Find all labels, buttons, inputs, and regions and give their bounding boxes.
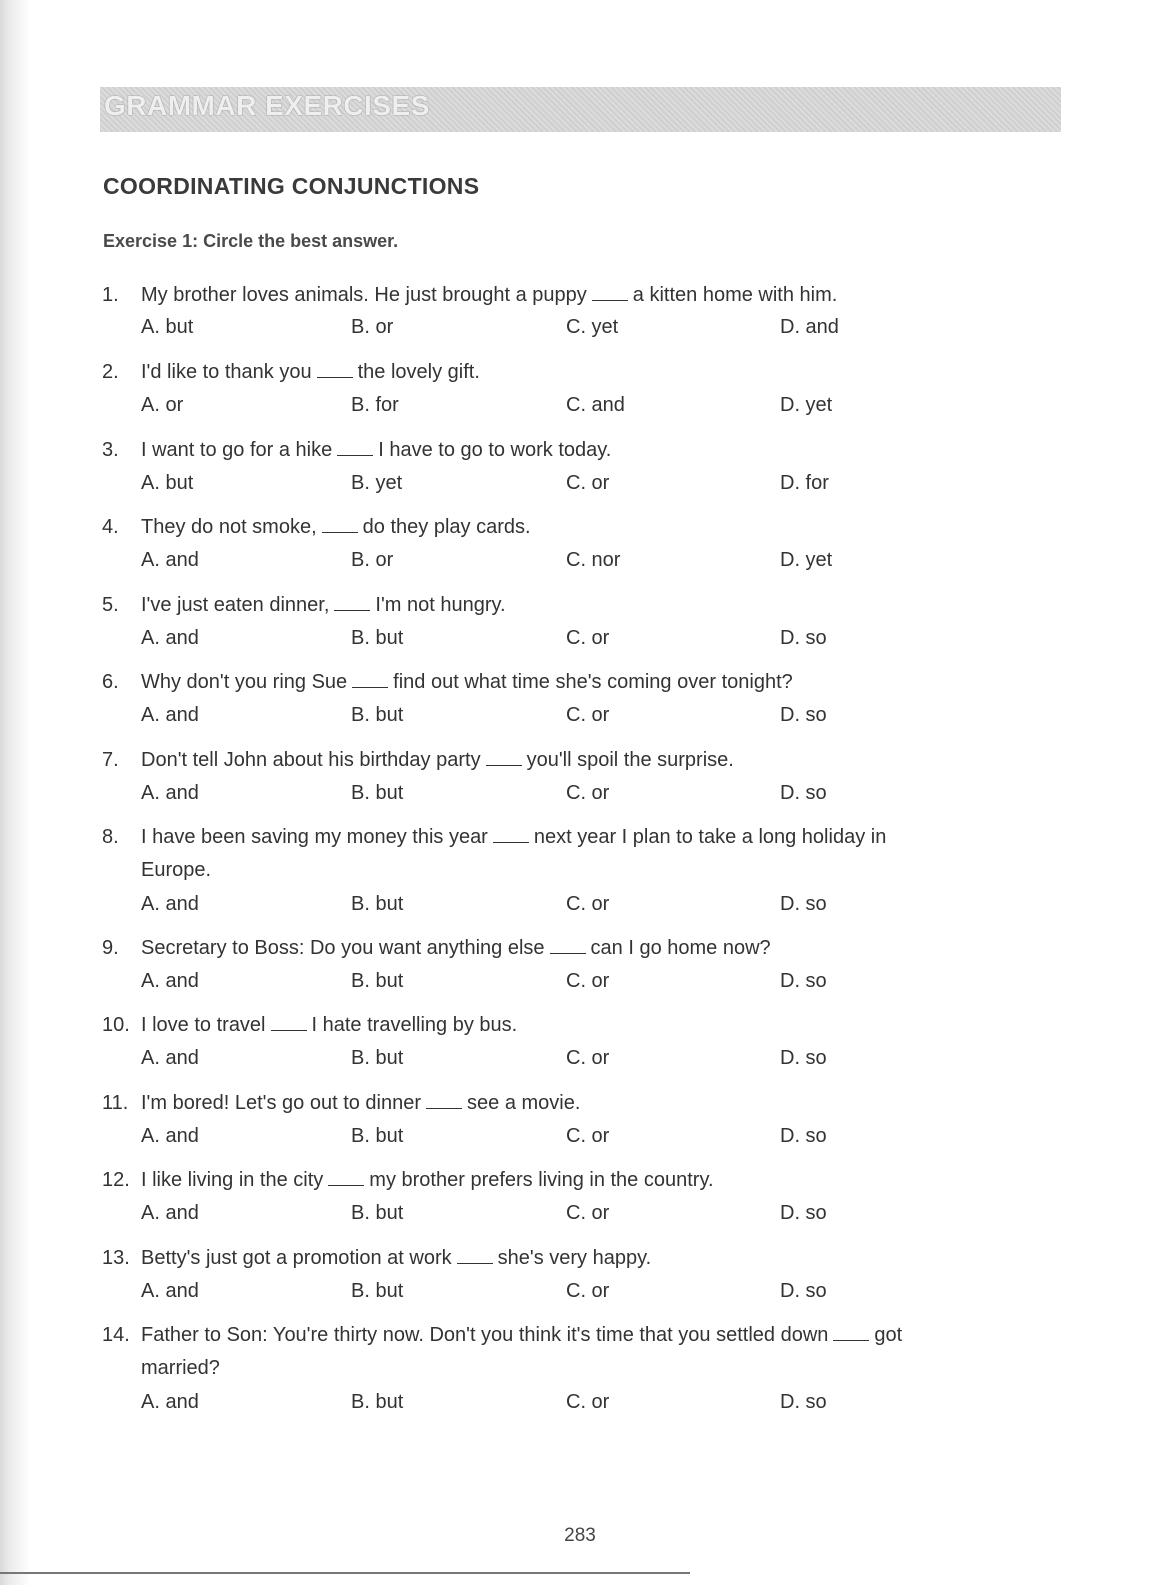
option-b[interactable]: B. but: [351, 1280, 404, 1302]
answer-blank: [426, 1094, 462, 1109]
question-number: 13.: [102, 1247, 130, 1269]
option-c[interactable]: C. or: [566, 1202, 610, 1224]
question-stem-before: I've just eaten dinner,: [141, 594, 330, 616]
option-d[interactable]: D. so: [780, 704, 827, 726]
question-stem-after: the lovely gift.: [357, 361, 480, 383]
answer-blank: [328, 1171, 364, 1186]
question-stem-after: can I go home now?: [590, 937, 771, 959]
question-stem-after: got: [874, 1324, 903, 1346]
question-number: 3.: [102, 439, 119, 461]
option-d[interactable]: D. so: [780, 1125, 827, 1147]
option-b[interactable]: B. but: [351, 782, 404, 804]
option-c[interactable]: C. or: [566, 893, 610, 915]
option-c[interactable]: C. and: [566, 394, 625, 416]
question-text: [102, 1242, 1062, 1275]
option-a[interactable]: A. and: [141, 704, 199, 726]
option-a[interactable]: A. and: [141, 549, 199, 571]
question-number: 8.: [102, 826, 119, 848]
scan-edge: [0, 0, 30, 1585]
option-a[interactable]: A. and: [141, 1391, 199, 1413]
question-text: [102, 434, 1062, 467]
answer-blank: [322, 518, 358, 533]
option-c[interactable]: C. nor: [566, 549, 621, 571]
option-d[interactable]: D. so: [780, 1202, 827, 1224]
question-number: 10.: [102, 1014, 130, 1036]
question-number: 11.: [102, 1092, 129, 1114]
question-text: [102, 1009, 1062, 1042]
option-d[interactable]: D. for: [780, 472, 829, 494]
option-a[interactable]: A. and: [141, 1280, 199, 1302]
question-number: 1.: [102, 284, 119, 306]
option-d[interactable]: D. so: [780, 782, 827, 804]
option-b[interactable]: B. yet: [351, 472, 403, 494]
exercise-title: Exercise 1: Circle the best answer.: [103, 231, 399, 251]
option-a[interactable]: A. but: [141, 472, 194, 494]
question-stem-after: see a movie.: [467, 1092, 581, 1114]
question-text: [102, 1087, 1062, 1120]
answer-blank: [493, 828, 529, 843]
question-stem-before: I'd like to thank you: [141, 361, 312, 383]
option-d[interactable]: D. so: [780, 1280, 827, 1302]
option-c[interactable]: C. or: [566, 782, 610, 804]
option-c[interactable]: C. or: [566, 1125, 610, 1147]
option-b[interactable]: B. but: [351, 1047, 404, 1069]
option-c[interactable]: C. or: [566, 1280, 610, 1302]
question-number: 9.: [102, 937, 119, 959]
banner: [100, 87, 1061, 132]
option-b[interactable]: B. but: [351, 893, 404, 915]
question-stem-before: Betty's just got a promotion at work: [141, 1247, 452, 1269]
option-b[interactable]: B. but: [351, 1391, 404, 1413]
option-a[interactable]: A. or: [141, 394, 184, 416]
option-a[interactable]: A. and: [141, 627, 199, 649]
banner-title: GRAMMAR EXERCISES: [104, 90, 430, 121]
option-c[interactable]: C. or: [566, 472, 610, 494]
question-number: 5.: [102, 594, 119, 616]
option-d[interactable]: D. and: [780, 316, 839, 338]
question-stem-after: you'll spoil the surprise.: [526, 749, 734, 771]
question-text: [102, 1164, 1062, 1197]
option-b[interactable]: B. but: [351, 1125, 404, 1147]
answer-blank: [486, 751, 522, 766]
option-c[interactable]: C. or: [566, 627, 610, 649]
question-stem-before: They do not smoke,: [141, 516, 317, 538]
question-text: [102, 356, 1062, 389]
question-text: [102, 666, 1062, 699]
option-d[interactable]: D. so: [780, 627, 827, 649]
option-d[interactable]: D. so: [780, 970, 827, 992]
question-text: [102, 821, 1062, 887]
question-stem-before: I like living in the city: [141, 1169, 324, 1191]
question-text: [102, 1319, 1062, 1385]
answer-blank: [592, 286, 628, 301]
question-stem-before: Why don't you ring Sue: [141, 671, 348, 693]
question-number: 4.: [102, 516, 119, 538]
question-stem-before: My brother loves animals. He just brought a puppy: [141, 284, 587, 306]
option-c[interactable]: C. or: [566, 704, 610, 726]
answer-blank: [317, 363, 353, 378]
option-c[interactable]: C. or: [566, 1391, 610, 1413]
option-a[interactable]: A. and: [141, 1125, 199, 1147]
option-d[interactable]: D. so: [780, 893, 827, 915]
question-text: [102, 932, 1062, 965]
question-stem-after: I have to go to work today.: [378, 439, 612, 461]
option-d[interactable]: D. yet: [780, 549, 833, 571]
option-b[interactable]: B. but: [351, 627, 404, 649]
question-number: 14.: [102, 1324, 130, 1346]
option-b[interactable]: B. for: [351, 394, 399, 416]
question-stem-before: I'm bored! Let's go out to dinner: [141, 1092, 422, 1114]
option-b[interactable]: B. but: [351, 704, 404, 726]
question-stem-continuation: married?: [141, 1357, 220, 1379]
question-stem-continuation: Europe.: [141, 859, 212, 881]
question-stem-before: Don't tell John about his birthday party: [141, 749, 481, 771]
option-a[interactable]: A. but: [141, 316, 194, 338]
option-a[interactable]: A. and: [141, 1047, 199, 1069]
bottom-rule: [0, 1572, 690, 1574]
option-d[interactable]: D. yet: [780, 394, 833, 416]
option-a[interactable]: A. and: [141, 1202, 199, 1224]
question-stem-before: Secretary to Boss: Do you want anything else: [141, 937, 545, 959]
question-stem-before: I love to travel: [141, 1014, 266, 1036]
option-a[interactable]: A. and: [141, 970, 199, 992]
question-stem-after: a kitten home with him.: [632, 284, 838, 306]
option-b[interactable]: B. but: [351, 1202, 404, 1224]
section-title: COORDINATING CONJUNCTIONS: [103, 173, 480, 199]
question-number: 12.: [102, 1169, 130, 1191]
answer-blank: [337, 441, 373, 456]
option-c[interactable]: C. yet: [566, 316, 619, 338]
answer-blank: [271, 1016, 307, 1031]
question-text: [102, 511, 1062, 544]
question-stem-after: next year I plan to take a long holiday in: [533, 826, 887, 848]
question-stem-before: Father to Son: You're thirty now. Don't you think it's time that you settled down: [141, 1324, 829, 1346]
option-b[interactable]: B. or: [351, 316, 394, 338]
option-d[interactable]: D. so: [780, 1047, 827, 1069]
option-c[interactable]: C. or: [566, 1047, 610, 1069]
answer-blank: [550, 939, 586, 954]
question-stem-before: I have been saving my money this year: [141, 826, 488, 848]
question-text: [102, 279, 1062, 312]
option-a[interactable]: A. and: [141, 893, 199, 915]
question-stem-after: I'm not hungry.: [375, 594, 506, 616]
question-stem-after: do they play cards.: [362, 516, 531, 538]
question-number: 6.: [102, 671, 119, 693]
option-a[interactable]: A. and: [141, 782, 199, 804]
answer-blank: [334, 596, 370, 611]
question-stem-after: find out what time she's coming over tonight?: [393, 671, 793, 693]
answer-blank: [457, 1249, 493, 1264]
option-c[interactable]: C. or: [566, 970, 610, 992]
question-number: 7.: [102, 749, 119, 771]
question-stem-after: she's very happy.: [497, 1247, 652, 1269]
option-d[interactable]: D. so: [780, 1391, 827, 1413]
answer-blank: [833, 1326, 869, 1341]
question-stem-after: I hate travelling by bus.: [311, 1014, 518, 1036]
option-b[interactable]: B. or: [351, 549, 394, 571]
question-text: [102, 744, 1062, 777]
option-b[interactable]: B. but: [351, 970, 404, 992]
page-number: 283: [564, 1525, 596, 1546]
question-stem-before: I want to go for a hike: [141, 439, 333, 461]
question-text: [102, 589, 1062, 622]
question-stem-after: my brother prefers living in the country.: [369, 1169, 714, 1191]
question-number: 2.: [102, 361, 119, 383]
answer-blank: [352, 673, 388, 688]
